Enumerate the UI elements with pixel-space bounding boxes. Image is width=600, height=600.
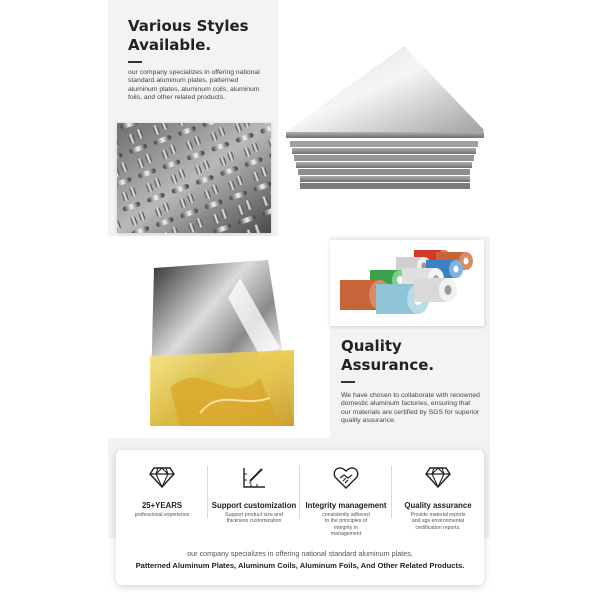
section1-dash: [128, 61, 142, 63]
feature-desc: Support product size and thickness customization: [225, 512, 283, 525]
section1-title: [128, 17, 288, 55]
feature-quality: [392, 466, 484, 531]
feature-desc: Provide material reports and sgs environmental certification reports.: [410, 512, 466, 531]
ruler-pen-icon: [241, 466, 267, 490]
stacked-sheets-image: [278, 22, 490, 234]
features-row: [116, 466, 484, 536]
feature-customization: [208, 466, 300, 525]
diamond-icon: [149, 466, 175, 488]
section2-body: We have chosen to collaborate with renowned domestic aluminum factories, ensuring that our materials are certified by SGS for superior quality assurance.: [341, 392, 480, 425]
feature-title: Quality assurance: [404, 501, 472, 510]
heart-handshake-icon: [333, 466, 359, 490]
feature-separator: [299, 466, 300, 518]
section2-title-line1: Quality: [341, 337, 402, 355]
feature-desc: professional experience: [134, 512, 190, 518]
feature-title: Support customization: [211, 501, 297, 510]
feature-experience: [116, 466, 208, 518]
diamond-plate-image: [117, 123, 271, 233]
colored-coils-image: [330, 240, 484, 326]
diamond-plate-graphic: [117, 123, 271, 233]
feature-separator: [391, 466, 392, 518]
feature-title: Integrity management: [305, 501, 387, 510]
section1-title-line2: Available.: [128, 36, 212, 54]
section2-dash: [341, 381, 355, 383]
colored-coils-graphic: [330, 240, 484, 326]
section2-title: [341, 337, 481, 375]
diamond-icon: [425, 466, 451, 488]
section1-title-line1: Various Styles: [128, 17, 249, 35]
feature-separator: [207, 466, 208, 518]
feature-desc: consistently adhered to the principles of integrity in management: [322, 512, 370, 538]
stacked-sheets-graphic: [278, 22, 490, 234]
mirror-sheet-graphic: [110, 238, 324, 426]
section1-body: our company specializes in offering national standard aluminum plates, patterned aluminum plates, aluminum coils, aluminum foils, and other related products.: [128, 69, 260, 102]
bottom-line2: Patterned Aluminum Plates, Aluminum Coils, Aluminum Foils, And Other Related Products.: [135, 561, 465, 570]
mirror-sheet-image: [110, 238, 324, 426]
section2-title-line2: Assurance.: [341, 356, 435, 374]
feature-title: 25+YEARS: [141, 501, 183, 510]
bottom-line1: our company specializes in offering national standard aluminum plates,: [187, 549, 413, 558]
feature-integrity: [300, 466, 392, 538]
